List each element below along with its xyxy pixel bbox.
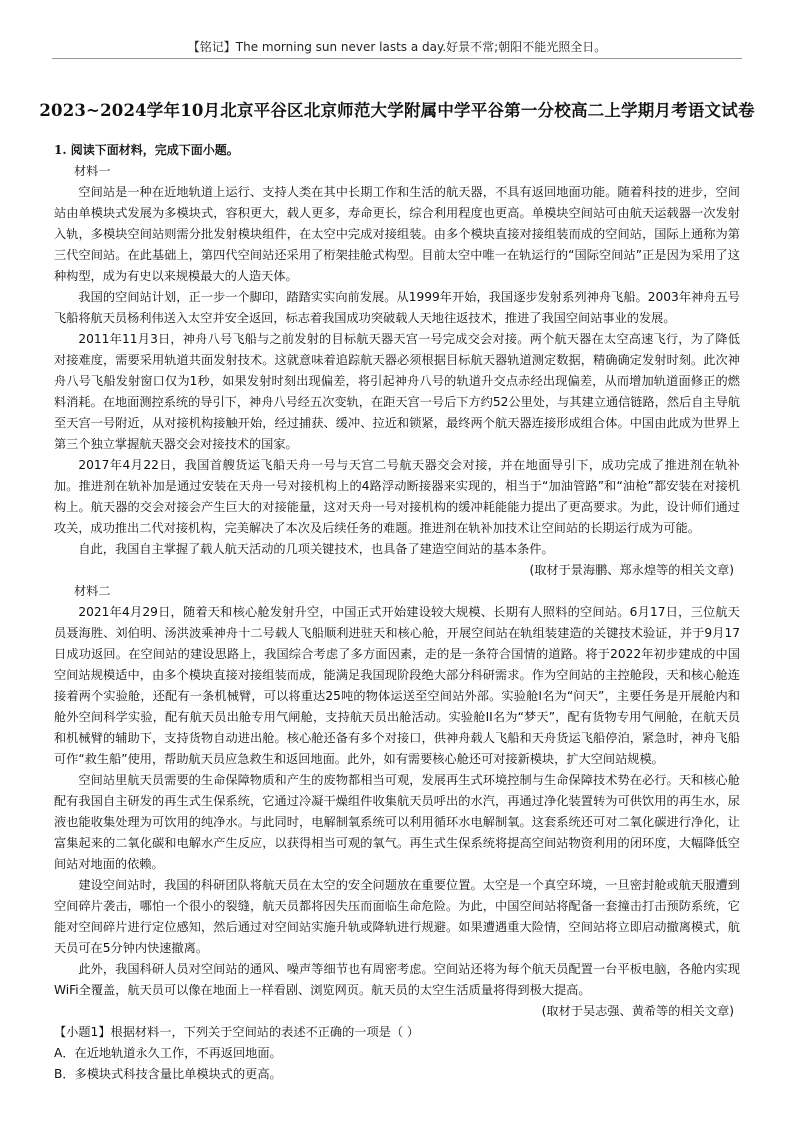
subquestion-stem: 【小题1】根据材料一，下列关于空间站的表述不正确的一项是（ ）	[54, 1025, 420, 1039]
option-a: A．在近地轨道永久工作，不再返回地面。	[54, 1046, 282, 1060]
material1-paragraph: 2017年4月22日，我国首艘货运飞船天舟一号与天宫二号航天器交会对接，并在地面导引下，成功完成了推进剂在轨补加。推进剂在轨补加是通过安装在天舟一号对接机构上的4路浮动断接器来实现的，相当于“加油管路”和“油枪”都安装在对接机构上。航天器的交会对接会产生巨大的对接能量，这对天舟一号对接机构的缓冲耗能能力提出了更高要求。为此，设计师们通过攻关，成功推出二代对接机构，完美解决了本次及后续任务的难题。推进剂在轨补加技术让空间站的长期运行成为可能。	[54, 458, 740, 535]
material1-label: 材料一	[74, 164, 111, 178]
material1-source: (取材于景海鹏、郑永煌等的相关文章)	[529, 563, 734, 577]
page-title: 2023~2024学年10月北京平谷区北京师范大学附属中学平谷第一分校高二上学期月考语文试卷	[39, 101, 755, 120]
material1-paragraph: 空间站是一种在近地轨道上运行、支持人类在其中长期工作和生活的航天器，不具有返回地面功能。随着科技的进步，空间站由单模块式发展为多模块式，容积更大，载人更多，寿命更长，综合利用程度也更高。单模块空间站可由航天运载器一次发射入轨，多模块空间站则需分批发射模块组件，在太空中完成对接组装。由多个模块直接对接组装而成的空间站，国际上通称为第三代空间站。在此基础上，第四代空间站还采用了桁架挂舱式构型。目前太空中唯一在轨运行的“国际空间站”正是因为采用了这种构型，成为有史以来规模最大的人造天体。	[54, 185, 740, 283]
header-divider	[52, 58, 742, 59]
material2-paragraph: 2021年4月29日，随着天和核心舱发射升空，中国正式开始建设较大规模、长期有人照料的空间站。6月17日，三位航天员聂海胜、刘伯明、汤洪波乘神舟十二号载人飞船顺利进驻天和核心舱，开展空间站在轨组装建造的关键技术验证，并于9月17日成功返回。在空间站的建设思路上，我国综合考虑了多方面因素，走的是一条符合国情的道路。将于2022年初步建成的中国空间站规模适中，由多个模块直接对接组装而成，能满足我国现阶段绝大部分科研需求。作为空间站的主控舱段，天和核心舱连接着两个实验舱，还配有一条机械臂，可以将重达25吨的物体运送至空间站外部。实验舱I名为“问天”，主要任务是开展舱内和舱外空间科学实验，配有航天员出舱专用气闸舱，支持航天员出舱活动。实验舱II名为“梦天”，配有货物专用气闸舱，在航天员和机械臂的辅助下，支持货物自动进出舱。核心舱还备有多个对接口，供神舟载人飞船和天舟货运飞船停泊，紧急时，神舟飞船可作“救生船”使用，帮助航天员应急救生和返回地面。此外，如有需要核心舱还可对接新模块，扩大空间站规模。	[54, 605, 740, 766]
option-b: B．多模块式科技含量比单模块式的更高。	[54, 1067, 282, 1081]
material2-source: (取材于吴志强、黄希等的相关文章)	[541, 1004, 734, 1018]
material2-paragraph: 此外，我国科研人员对空间站的通风、噪声等细节也有周密考虑。空间站还将为每个航天员配置一台平板电脑，各舱内实现WiFi全覆盖，航天员可以像在地面上一样看剧、浏览网页。航天员的太空生活质量将得到极大提高。	[54, 962, 740, 997]
material1-paragraph: 2011年11月3日，神舟八号飞船与之前发射的目标航天器天宫一号完成交会对接。两个航天器在太空高速飞行，为了降低对接难度，需要采用轨道共面发射技术。这就意味着追踪航天器必须根据目标航天器轨道测定数据，精确确定发射时刻。此次神舟八号飞船发射窗口仅为1秒，如果发射时刻出现偏差，将引起神舟八号的轨道升交点赤经出现偏差，从而增加轨道面修正的燃料消耗。在地面测控系统的导引下，神舟八号经五次变轨，在距天宫一号后下方约52公里处，与其建立通信链路，然后自主导航至天宫一号附近，从对接机构接触开始，经过捕获、缓冲、拉近和锁紧，最终两个航天器连接形成组合体。中国由此成为世界上第三个独立掌握航天器交会对接技术的国家。	[54, 332, 740, 451]
material1-paragraph: 自此，我国自主掌握了载人航天活动的几项关键技术，也具备了建造空间站的基本条件。	[78, 542, 554, 556]
header-motto: 【铭记】The morning sun never lasts a day.好景不常;朝阳不能光照全日。	[187, 40, 607, 54]
question-heading: 1. 阅读下面材料，完成下面小题。	[54, 143, 239, 157]
material2-paragraph: 空间站里航天员需要的生命保障物质和产生的废物都相当可观，发展再生式环境控制与生命保障技术势在必行。天和核心舱配有我国自主研发的再生式生保系统，它通过冷凝干燥组件收集航天员呼出的水汽，再通过净化装置转为可供饮用的再生水，尿液也能收集处理为可饮用的纯净水。与此同时，电解制氧系统可以利用循环水电解制氧。这套系统还可对二氧化碳进行净化，让富集起来的二氧化碳和电解水产生反应，以获得相当可观的氧气。再生式生保系统将提高空间站物资利用的闭环度，大幅降低空间站对地面的依赖。	[54, 773, 740, 871]
material1-paragraph: 我国的空间站计划，正一步一个脚印，踏踏实实向前发展。从1999年开始，我国逐步发射系列神舟飞船。2003年神舟五号飞船将航天员杨利伟送入太空并安全返回，标志着我国成功突破载人天地往返技术，推进了我国空间站事业的发展。	[54, 290, 740, 325]
material2-label: 材料二	[74, 584, 111, 598]
material2-paragraph: 建设空间站时，我国的科研团队将航天员在太空的安全问题放在重要位置。太空是一个真空环境，一旦密封舱或航天服遭到空间碎片袭击，哪怕一个很小的裂缝，航天员都将因失压而面临生命危险。为此，中国空间站将配备一套撞击打击预防系统，它能对空间碎片进行定位感知，然后通过对空间站实施升轨或降轨进行规避。如果遭遇重大险情，空间站将立即启动撤离模式，航天员可在5分钟内快速撤离。	[54, 878, 740, 955]
document-body	[54, 140, 740, 1085]
